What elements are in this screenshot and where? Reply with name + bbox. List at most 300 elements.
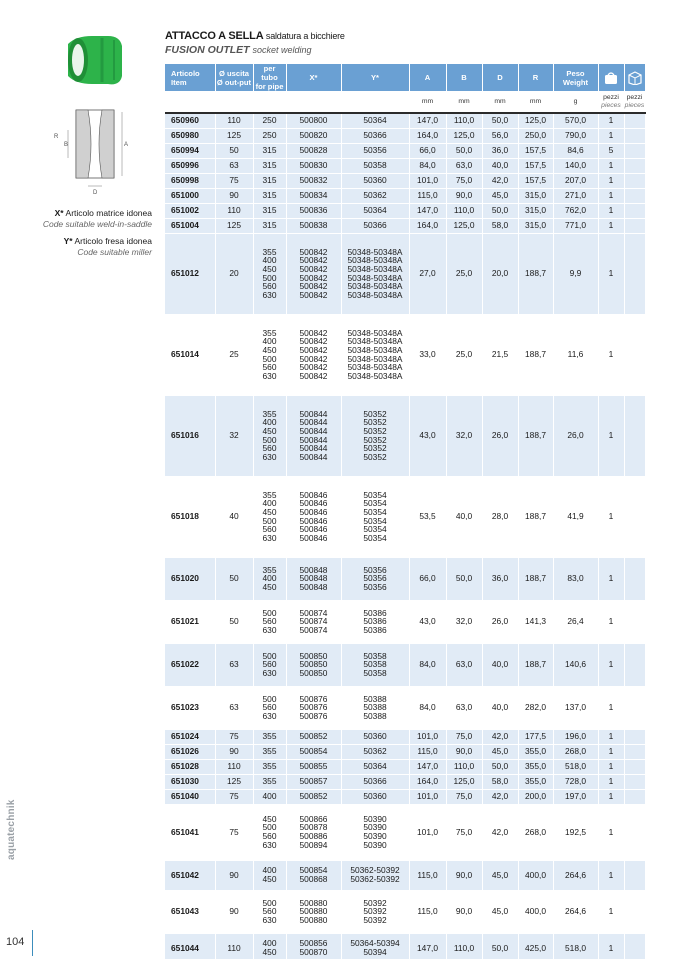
cell-pieces: 1 (598, 173, 624, 188)
cell-r: 125,0 (518, 113, 553, 128)
cell-out: 75 (215, 729, 253, 744)
cell-b: 40,0 (446, 476, 482, 557)
cell-a: 101,0 (409, 789, 446, 804)
cell-weight: 11,6 (553, 314, 598, 395)
cell-out: 90 (215, 744, 253, 759)
cell-empty (624, 143, 645, 158)
cell-x: 500832 (286, 173, 341, 188)
cell-y: 50362-50392 50362-50392 (341, 860, 409, 890)
cell-weight: 140,6 (553, 643, 598, 686)
cell-d: 45,0 (482, 744, 518, 759)
cell-d: 42,0 (482, 173, 518, 188)
cell-r: 400,0 (518, 860, 553, 890)
cell-code: 651021 (165, 600, 215, 643)
cell-r: 355,0 (518, 744, 553, 759)
cell-empty (624, 933, 645, 959)
cell-y: 50356 50356 50356 (341, 557, 409, 600)
cell-empty (624, 476, 645, 557)
cell-out: 110 (215, 759, 253, 774)
cell-weight: 140,0 (553, 158, 598, 173)
cell-out: 90 (215, 890, 253, 933)
table-row (165, 774, 645, 789)
cell-a: 115,0 (409, 860, 446, 890)
cell-y: 50348-50348A 50348-50348A 50348-50348A 50348-50348A 50348-50348A 50348-50348A (341, 233, 409, 314)
cell-y: 50358 (341, 158, 409, 173)
cell-out: 90 (215, 188, 253, 203)
cell-empty (624, 203, 645, 218)
cell-a: 53,5 (409, 476, 446, 557)
cell-b: 63,0 (446, 686, 482, 729)
cell-d: 50,0 (482, 933, 518, 959)
cell-pieces: 1 (598, 203, 624, 218)
cell-code: 651014 (165, 314, 215, 395)
cell-out: 50 (215, 600, 253, 643)
cell-d: 58,0 (482, 218, 518, 233)
cell-a: 27,0 (409, 233, 446, 314)
cell-weight: 771,0 (553, 218, 598, 233)
cell-code: 651016 (165, 395, 215, 476)
cell-b: 125,0 (446, 128, 482, 143)
cell-x: 500834 (286, 188, 341, 203)
dim-b-label: B (64, 142, 69, 148)
table-row (165, 759, 645, 774)
cell-y: 50358 50358 50358 (341, 643, 409, 686)
cell-b: 110,0 (446, 203, 482, 218)
unit-pz2: pezzi pieces (624, 91, 645, 113)
fusion-outlet-product-image (62, 30, 132, 90)
cell-out: 110 (215, 203, 253, 218)
cell-d: 42,0 (482, 789, 518, 804)
legend-x-it: Articolo matrice idonea (65, 208, 152, 218)
cell-pieces: 1 (598, 860, 624, 890)
col-articolo: Articolo Item (165, 64, 215, 91)
cell-pipe: 400 450 (253, 933, 286, 959)
col-uscita: Ø uscita Ø out-put (215, 64, 253, 91)
cell-b: 90,0 (446, 744, 482, 759)
cell-b: 25,0 (446, 314, 482, 395)
cell-pieces: 1 (598, 113, 624, 128)
legend-x-label: X* (54, 208, 64, 218)
cell-y: 50386 50386 50386 (341, 600, 409, 643)
table-row (165, 218, 645, 233)
col-a: A (409, 64, 446, 91)
col-d: D (482, 64, 518, 91)
cell-out: 25 (215, 314, 253, 395)
cell-empty (624, 759, 645, 774)
cell-weight: 264,6 (553, 890, 598, 933)
cell-weight: 196,0 (553, 729, 598, 744)
cell-d: 58,0 (482, 774, 518, 789)
cell-a: 115,0 (409, 188, 446, 203)
title-it-main: ATTACCO A SELLA (165, 30, 264, 42)
cell-pipe: 250 (253, 113, 286, 128)
cell-pipe: 355 400 450 500 560 630 (253, 476, 286, 557)
table-row (165, 557, 645, 600)
cell-pipe: 500 560 630 (253, 600, 286, 643)
cell-weight: 518,0 (553, 759, 598, 774)
cell-empty (624, 804, 645, 860)
cell-pieces: 1 (598, 643, 624, 686)
cell-empty (624, 600, 645, 643)
cell-pieces: 1 (598, 128, 624, 143)
cell-out: 90 (215, 860, 253, 890)
cell-weight: 268,0 (553, 744, 598, 759)
cell-r: 188,7 (518, 643, 553, 686)
cell-a: 84,0 (409, 686, 446, 729)
cell-empty (624, 218, 645, 233)
cell-b: 90,0 (446, 890, 482, 933)
cell-x: 500830 (286, 158, 341, 173)
cell-a: 43,0 (409, 600, 446, 643)
cell-y: 50356 (341, 143, 409, 158)
cell-out: 125 (215, 128, 253, 143)
cell-x: 500854 500868 (286, 860, 341, 890)
cell-b: 25,0 (446, 233, 482, 314)
cell-y: 50364-50394 50394 (341, 933, 409, 959)
cell-a: 66,0 (409, 557, 446, 600)
cell-weight: 41,9 (553, 476, 598, 557)
cell-weight: 790,0 (553, 128, 598, 143)
table-header-row (165, 64, 645, 91)
cell-pieces: 1 (598, 729, 624, 744)
cell-out: 75 (215, 789, 253, 804)
cell-r: 400,0 (518, 890, 553, 933)
cell-code: 651002 (165, 203, 215, 218)
cell-b: 90,0 (446, 860, 482, 890)
cell-r: 315,0 (518, 203, 553, 218)
cell-pieces: 1 (598, 158, 624, 173)
cell-a: 101,0 (409, 729, 446, 744)
legend-x-en: Code suitable weld-in-saddle (42, 219, 152, 229)
table-row (165, 173, 645, 188)
cell-b: 63,0 (446, 158, 482, 173)
cell-d: 50,0 (482, 203, 518, 218)
cell-pieces: 1 (598, 557, 624, 600)
cell-empty (624, 643, 645, 686)
cell-d: 45,0 (482, 188, 518, 203)
table-row (165, 188, 645, 203)
bag-icon (603, 71, 619, 85)
cell-a: 147,0 (409, 203, 446, 218)
legend-y-it: Articolo fresa idonea (74, 236, 152, 246)
cell-x: 500842 500842 500842 500842 500842 500842 (286, 233, 341, 314)
table-row (165, 314, 645, 395)
cell-empty (624, 173, 645, 188)
cell-y: 50348-50348A 50348-50348A 50348-50348A 50348-50348A 50348-50348A 50348-50348A (341, 314, 409, 395)
cell-pipe: 500 560 630 (253, 686, 286, 729)
cell-a: 101,0 (409, 804, 446, 860)
title-en-main: FUSION OUTLET (165, 44, 250, 56)
cell-r: 315,0 (518, 218, 553, 233)
cell-pipe: 315 (253, 158, 286, 173)
cell-y: 50366 (341, 128, 409, 143)
cell-weight: 570,0 (553, 113, 598, 128)
cell-r: 141,3 (518, 600, 553, 643)
cell-b: 125,0 (446, 218, 482, 233)
cell-x: 500874 500874 500874 (286, 600, 341, 643)
cell-b: 63,0 (446, 643, 482, 686)
cell-r: 188,7 (518, 476, 553, 557)
cell-y: 50366 (341, 218, 409, 233)
cell-a: 101,0 (409, 173, 446, 188)
cell-d: 42,0 (482, 804, 518, 860)
product-table (165, 64, 646, 959)
page-divider (32, 930, 33, 956)
table-row (165, 933, 645, 959)
cell-d: 26,0 (482, 395, 518, 476)
col-b: B (446, 64, 482, 91)
title-block (165, 30, 345, 56)
cell-a: 164,0 (409, 218, 446, 233)
cell-d: 56,0 (482, 128, 518, 143)
cell-pipe: 315 (253, 173, 286, 188)
cell-weight: 271,0 (553, 188, 598, 203)
cell-pieces: 1 (598, 686, 624, 729)
cell-x: 500844 500844 500844 500844 500844 500844 (286, 395, 341, 476)
cell-d: 40,0 (482, 686, 518, 729)
unit-peso: g (553, 91, 598, 113)
cell-pipe: 450 500 560 630 (253, 804, 286, 860)
cell-pieces: 1 (598, 476, 624, 557)
cell-pipe: 355 400 450 500 560 630 (253, 395, 286, 476)
cell-b: 50,0 (446, 143, 482, 158)
cell-code: 651040 (165, 789, 215, 804)
cell-out: 125 (215, 218, 253, 233)
table-row (165, 860, 645, 890)
cell-d: 40,0 (482, 643, 518, 686)
cell-y: 50388 50388 50388 (341, 686, 409, 729)
cell-x: 500828 (286, 143, 341, 158)
cell-code: 651022 (165, 643, 215, 686)
cell-code: 650998 (165, 173, 215, 188)
cell-code: 651018 (165, 476, 215, 557)
table-row (165, 643, 645, 686)
cell-x: 500846 500846 500846 500846 500846 500846 (286, 476, 341, 557)
cell-a: 84,0 (409, 643, 446, 686)
cell-pieces: 1 (598, 188, 624, 203)
unit-d: mm (482, 91, 518, 113)
cell-r: 315,0 (518, 188, 553, 203)
cell-out: 40 (215, 476, 253, 557)
cell-x: 500842 500842 500842 500842 500842 500842 (286, 314, 341, 395)
cell-empty (624, 686, 645, 729)
cell-a: 164,0 (409, 128, 446, 143)
cell-b: 75,0 (446, 804, 482, 860)
cell-y: 50352 50352 50352 50352 50352 50352 (341, 395, 409, 476)
col-x: X* (286, 64, 341, 91)
cell-code: 651023 (165, 686, 215, 729)
cell-x: 500854 (286, 744, 341, 759)
cell-pieces: 1 (598, 759, 624, 774)
legend-y-label: Y* (63, 236, 73, 246)
cell-pipe: 400 (253, 789, 286, 804)
cell-empty (624, 557, 645, 600)
cell-x: 500836 (286, 203, 341, 218)
cell-pieces: 1 (598, 395, 624, 476)
cell-code: 651004 (165, 218, 215, 233)
cell-d: 21,5 (482, 314, 518, 395)
cell-empty (624, 774, 645, 789)
cell-y: 50364 (341, 113, 409, 128)
cell-code: 650994 (165, 143, 215, 158)
cell-pipe: 315 (253, 143, 286, 158)
cell-x: 500852 (286, 789, 341, 804)
title-en-sub: socket welding (252, 45, 312, 55)
cell-b: 50,0 (446, 557, 482, 600)
table-row (165, 789, 645, 804)
cell-code: 651020 (165, 557, 215, 600)
cell-a: 33,0 (409, 314, 446, 395)
cell-empty (624, 188, 645, 203)
cell-code: 651024 (165, 729, 215, 744)
table-row (165, 128, 645, 143)
cell-b: 75,0 (446, 173, 482, 188)
cell-pieces: 1 (598, 218, 624, 233)
cell-empty (624, 395, 645, 476)
cell-pieces: 1 (598, 804, 624, 860)
table-row (165, 395, 645, 476)
cell-pipe: 355 (253, 729, 286, 744)
cell-d: 40,0 (482, 158, 518, 173)
col-peso: Peso Weight (553, 64, 598, 91)
cell-x: 500880 500880 500880 (286, 890, 341, 933)
cell-out: 63 (215, 643, 253, 686)
cell-empty (624, 789, 645, 804)
col-r: R (518, 64, 553, 91)
unit-r: mm (518, 91, 553, 113)
cell-d: 45,0 (482, 860, 518, 890)
cell-r: 188,7 (518, 395, 553, 476)
cell-r: 157,5 (518, 143, 553, 158)
cell-pipe: 355 (253, 774, 286, 789)
cell-r: 282,0 (518, 686, 553, 729)
cell-out: 50 (215, 143, 253, 158)
cell-pipe: 355 (253, 759, 286, 774)
cell-empty (624, 890, 645, 933)
cell-y: 50364 (341, 759, 409, 774)
cell-d: 20,0 (482, 233, 518, 314)
table-row (165, 686, 645, 729)
unit-b: mm (446, 91, 482, 113)
cell-out: 20 (215, 233, 253, 314)
cell-empty (624, 860, 645, 890)
cell-b: 90,0 (446, 188, 482, 203)
cell-pieces: 1 (598, 789, 624, 804)
table-row (165, 113, 645, 128)
cell-x: 500856 500870 (286, 933, 341, 959)
cell-code: 651043 (165, 890, 215, 933)
page-number: 104 (6, 936, 25, 948)
cell-y: 50360 (341, 173, 409, 188)
col-pieces-box (624, 64, 645, 91)
cell-pipe: 315 (253, 203, 286, 218)
cell-out: 32 (215, 395, 253, 476)
cell-d: 42,0 (482, 729, 518, 744)
cell-b: 110,0 (446, 759, 482, 774)
cell-d: 50,0 (482, 113, 518, 128)
title-english (165, 44, 345, 56)
cell-x: 500848 500848 500848 (286, 557, 341, 600)
cell-x: 500876 500876 500876 (286, 686, 341, 729)
cell-y: 50362 (341, 188, 409, 203)
cell-weight: 26,4 (553, 600, 598, 643)
table-row (165, 476, 645, 557)
cell-pipe: 355 400 450 (253, 557, 286, 600)
brand-vertical-text: aquatechnik (6, 799, 17, 860)
cell-x: 500838 (286, 218, 341, 233)
cell-r: 355,0 (518, 759, 553, 774)
cell-pipe: 500 560 630 (253, 890, 286, 933)
cell-weight: 264,6 (553, 860, 598, 890)
cell-code: 651026 (165, 744, 215, 759)
cell-y: 50366 (341, 774, 409, 789)
table-row (165, 233, 645, 314)
cell-d: 36,0 (482, 143, 518, 158)
cell-r: 355,0 (518, 774, 553, 789)
cell-empty (624, 744, 645, 759)
box-icon (627, 71, 643, 85)
table-row (165, 744, 645, 759)
cell-weight: 192,5 (553, 804, 598, 860)
table-row (165, 203, 645, 218)
table-row (165, 804, 645, 860)
cell-a: 66,0 (409, 143, 446, 158)
section-drawing (44, 100, 140, 196)
cell-empty (624, 233, 645, 314)
title-italian (165, 30, 345, 42)
cell-pipe: 500 560 630 (253, 643, 286, 686)
cell-x: 500855 (286, 759, 341, 774)
cell-d: 50,0 (482, 759, 518, 774)
cell-r: 425,0 (518, 933, 553, 959)
cell-weight: 84,6 (553, 143, 598, 158)
cell-empty (624, 314, 645, 395)
cell-pipe: 400 450 (253, 860, 286, 890)
cell-code: 651042 (165, 860, 215, 890)
cell-weight: 83,0 (553, 557, 598, 600)
cell-b: 110,0 (446, 113, 482, 128)
dim-d-label: D (93, 190, 98, 196)
cell-pipe: 355 400 450 500 560 630 (253, 314, 286, 395)
cell-d: 45,0 (482, 890, 518, 933)
cell-pieces: 1 (598, 600, 624, 643)
cell-b: 75,0 (446, 789, 482, 804)
cell-x: 500820 (286, 128, 341, 143)
cell-x: 500866 500878 500886 500894 (286, 804, 341, 860)
cell-y: 50360 (341, 789, 409, 804)
cell-a: 147,0 (409, 933, 446, 959)
table-row (165, 143, 645, 158)
cell-a: 84,0 (409, 158, 446, 173)
cell-code: 650980 (165, 128, 215, 143)
cell-pieces: 1 (598, 233, 624, 314)
cell-out: 125 (215, 774, 253, 789)
cell-r: 200,0 (518, 789, 553, 804)
cell-x: 500800 (286, 113, 341, 128)
cell-y: 50360 (341, 729, 409, 744)
cell-out: 63 (215, 686, 253, 729)
cell-weight: 207,0 (553, 173, 598, 188)
cell-weight: 762,0 (553, 203, 598, 218)
cell-weight: 9,9 (553, 233, 598, 314)
cell-code: 650960 (165, 113, 215, 128)
cell-pipe: 315 (253, 218, 286, 233)
cell-b: 75,0 (446, 729, 482, 744)
cell-empty (624, 128, 645, 143)
cell-r: 177,5 (518, 729, 553, 744)
cell-pieces: 1 (598, 890, 624, 933)
units-row (165, 91, 645, 113)
